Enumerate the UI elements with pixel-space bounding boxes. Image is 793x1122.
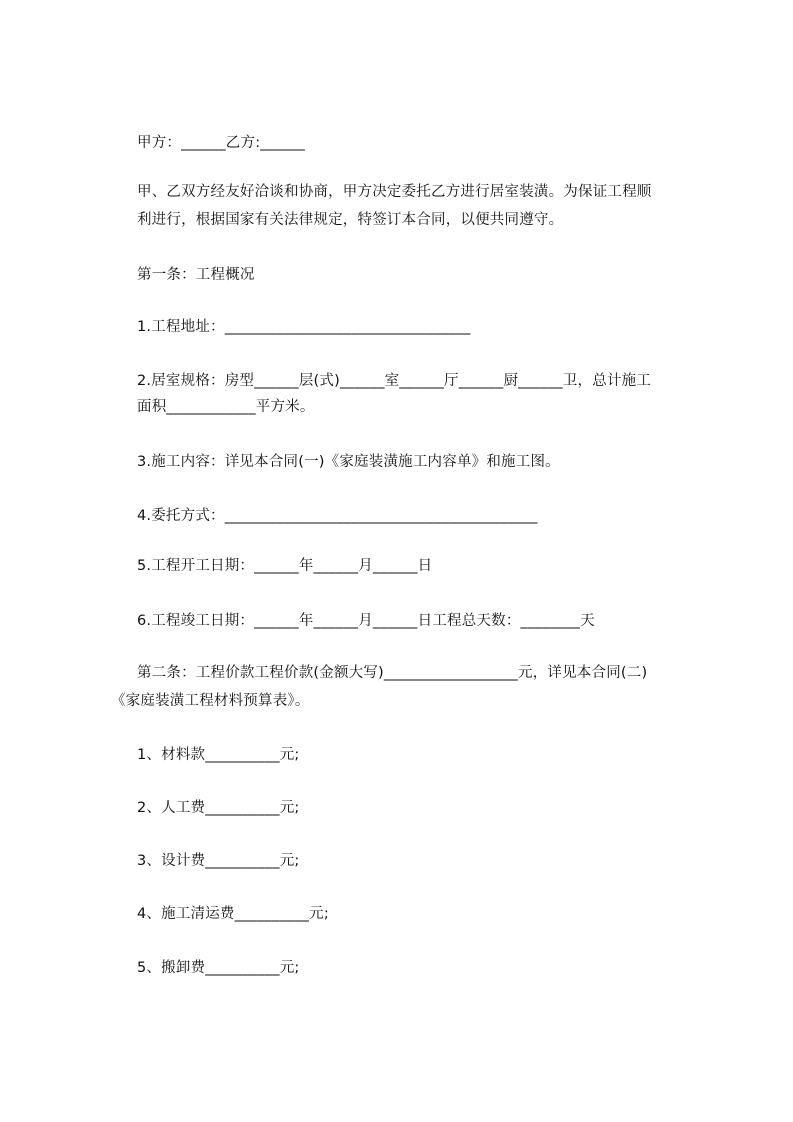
intro-paragraph-line-1: 甲、乙双方经友好洽谈和协商，甲方决定委托乙方进行居室装潢。为保证工程顺 bbox=[137, 184, 652, 200]
party-line: 甲方：______乙方:______ bbox=[137, 135, 305, 151]
cost-item-materials: 1、材料款__________元; bbox=[137, 747, 300, 763]
item-4-method: 4.委托方式：__________________________________________ bbox=[137, 508, 538, 524]
article-2-line-2: 《家庭装潢工程材料预算表》。 bbox=[111, 693, 310, 709]
cost-item-cleanup: 4、施工清运费__________元; bbox=[137, 906, 329, 922]
item-5-start-date: 5.工程开工日期：______年______月______日 bbox=[137, 558, 433, 574]
article-2-line-1: 第二条：工程价款工程价款(金额大写)__________________元，详见本合同(二) bbox=[137, 665, 648, 681]
cost-item-moving: 5、搬卸费__________元; bbox=[137, 960, 300, 976]
item-3-content: 3.施工内容：详见本合同(一)《家庭装潢施工内容单》和施工图。 bbox=[137, 454, 560, 470]
article-1-title: 第一条：工程概况 bbox=[137, 267, 255, 283]
cost-item-labor: 2、人工费__________元; bbox=[137, 800, 300, 816]
intro-paragraph-line-2: 利进行，根据国家有关法律规定，特签订本合同，以便共同遵守。 bbox=[137, 212, 564, 228]
cost-item-design: 3、设计费__________元; bbox=[137, 853, 300, 869]
item-2-line-2: 面积____________平方米。 bbox=[137, 399, 315, 415]
item-1-address: 1.工程地址：_________________________________ bbox=[137, 319, 471, 335]
item-6-end-date: 6.工程竣工日期：______年______月______日工程总天数：________天 bbox=[137, 613, 595, 629]
item-2-line-1: 2.居室规格：房型______层(式)______室______厅______厨______卫，总计施工 bbox=[137, 373, 652, 389]
